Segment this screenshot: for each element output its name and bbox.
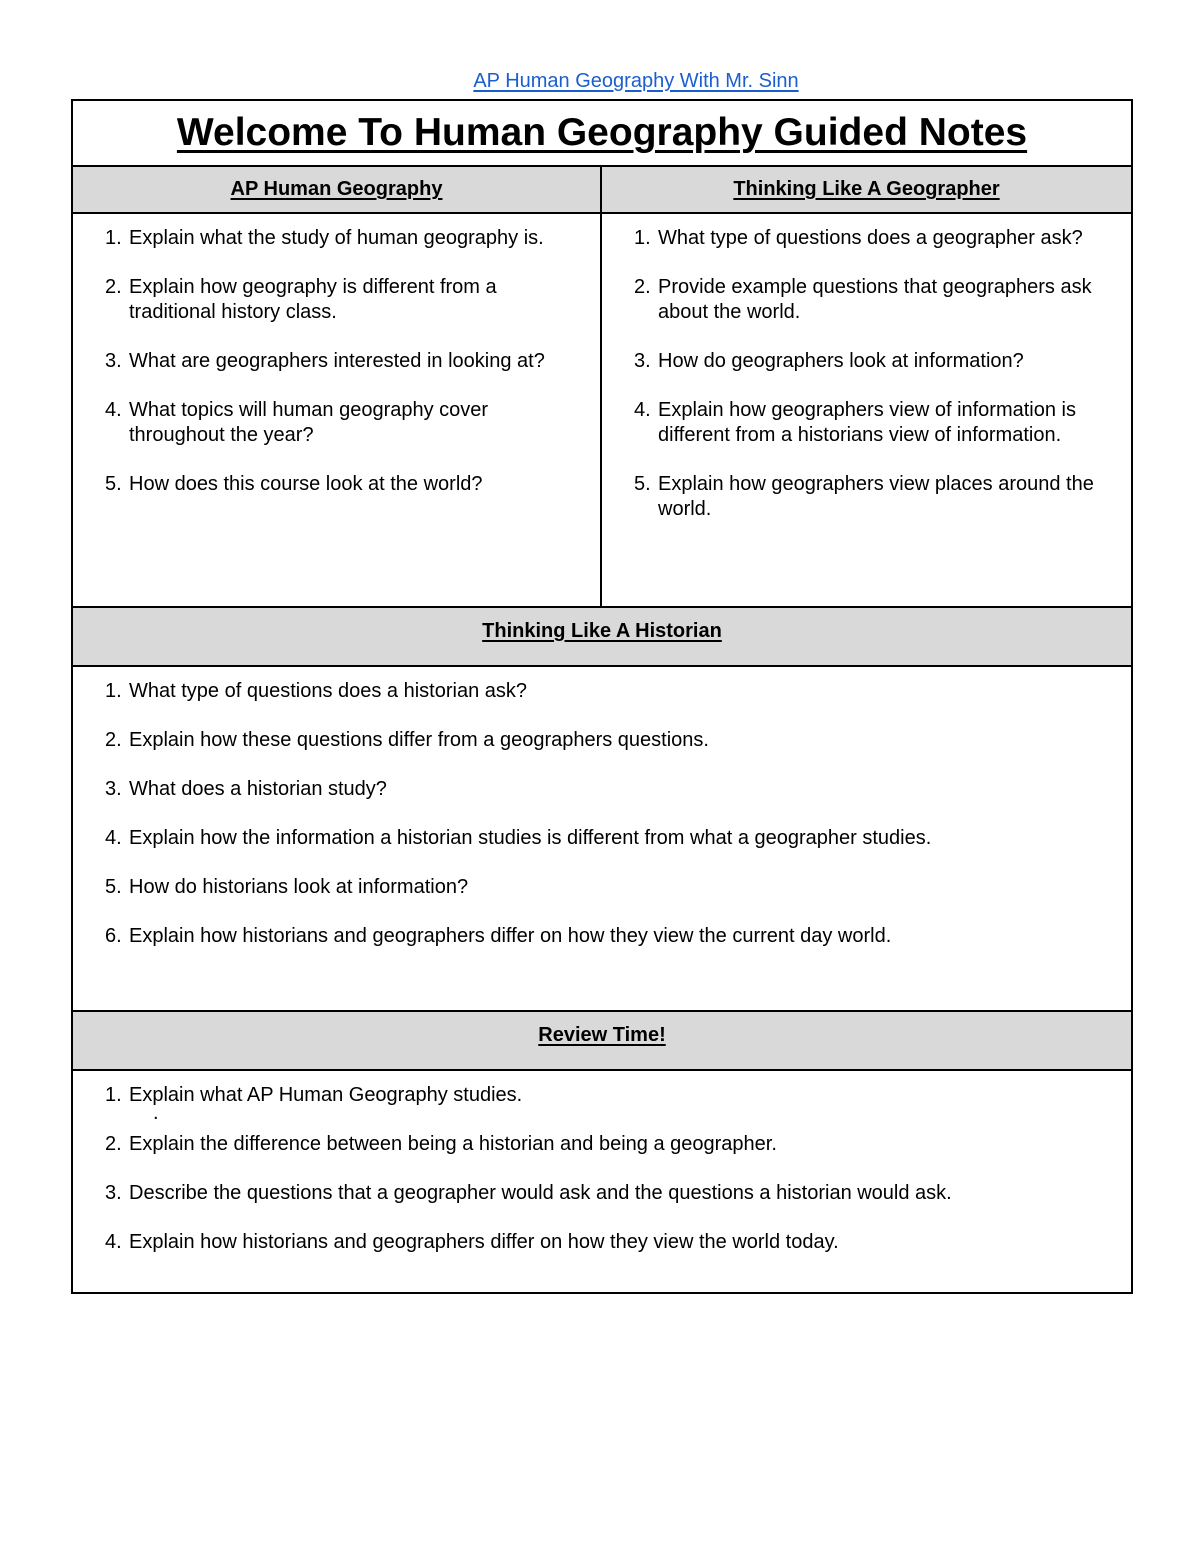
question-number <box>73 826 129 851</box>
question-number <box>73 1132 129 1157</box>
question-number-text: 2. <box>105 1133 122 1155</box>
question-number <box>73 924 129 949</box>
question-number <box>73 472 129 497</box>
question-number-text: 1. <box>105 227 122 249</box>
question-number <box>602 226 658 251</box>
question-text: How do historians look at information? <box>129 876 469 898</box>
question-item <box>602 349 1131 374</box>
question-number <box>73 349 129 374</box>
question-text: Explain how geographers view places around the world. <box>658 473 1094 520</box>
question-number <box>73 275 129 325</box>
question-text: What type of questions does a geographer ask? <box>658 227 1083 249</box>
title-row <box>73 101 1131 167</box>
question-text: Explain how geography is different from a traditional history class. <box>129 276 497 323</box>
question-number-text: 4. <box>105 1231 122 1253</box>
question-number <box>73 1230 129 1255</box>
question-item <box>73 226 600 251</box>
review-time-questions <box>73 1071 1131 1292</box>
question-item <box>73 472 600 497</box>
question-text: Explain what AP Human Geography studies. <box>129 1084 523 1106</box>
question-item <box>73 679 1131 704</box>
question-number-text: 3. <box>105 1182 122 1204</box>
page-title: Welcome To Human Geography Guided Notes <box>176 111 1028 154</box>
question-item <box>602 472 1131 522</box>
question-number-text: 3. <box>105 350 122 372</box>
question-text: What does a historian study? <box>129 778 387 800</box>
review-time-heading: Review Time! <box>73 1010 1131 1071</box>
question-number-text: 4. <box>105 399 122 421</box>
question-item <box>73 398 600 448</box>
question-number-text: 6. <box>105 925 122 947</box>
question-number-text: 5. <box>105 876 122 898</box>
question-item <box>602 398 1131 448</box>
question-number <box>73 1083 129 1108</box>
question-number <box>73 777 129 802</box>
question-text: Explain how historians and geographers differ on how they view the world today. <box>129 1231 839 1253</box>
question-list <box>73 679 1131 949</box>
question-text: What type of questions does a historian ask? <box>129 680 528 702</box>
question-number-text: 1. <box>634 227 651 249</box>
two-column-section <box>73 167 1131 606</box>
question-number-text: 5. <box>634 473 651 495</box>
question-text: What are geographers interested in looking at? <box>129 350 545 372</box>
question-item <box>73 924 1131 949</box>
question-number <box>602 472 658 522</box>
question-number-text: 2. <box>105 729 122 751</box>
question-text: Explain how these questions differ from a geographers questions. <box>129 729 709 751</box>
question-number <box>602 349 658 374</box>
question-item <box>602 275 1131 325</box>
question-item <box>73 1083 1131 1108</box>
thinking-like-a-geographer-questions <box>602 214 1131 606</box>
stray-mark: . <box>153 1102 159 1124</box>
question-number <box>602 275 658 325</box>
question-number-text: 3. <box>634 350 651 372</box>
question-number-text: 4. <box>105 827 122 849</box>
question-text: How do geographers look at information? <box>658 350 1024 372</box>
question-number <box>73 875 129 900</box>
thinking-like-a-geographer-heading: Thinking Like A Geographer <box>602 167 1131 214</box>
question-number <box>73 728 129 753</box>
thinking-like-a-historian-questions <box>73 667 1131 1010</box>
question-item <box>73 1230 1131 1255</box>
question-number-text: 2. <box>634 276 651 298</box>
question-item <box>73 1181 1131 1206</box>
question-text: Explain how geographers view of information is different from a historians view of information. <box>658 399 1076 446</box>
question-text: Explain how historians and geographers differ on how they view the current day world. <box>129 925 892 947</box>
thinking-like-a-historian-heading: Thinking Like A Historian <box>73 606 1131 667</box>
question-item <box>602 226 1131 251</box>
question-text: What topics will human geography cover throughout the year? <box>129 399 489 446</box>
question-list <box>73 226 600 497</box>
course-header-link[interactable]: AP Human Geography With Mr. Sinn <box>473 70 799 92</box>
question-number-text: 4. <box>634 399 651 421</box>
question-list <box>602 226 1131 522</box>
question-number <box>73 1181 129 1206</box>
question-number <box>73 679 129 704</box>
guided-notes-table <box>71 99 1133 1294</box>
ap-human-geography-questions <box>73 214 600 606</box>
question-item <box>73 349 600 374</box>
question-number-text: 2. <box>105 276 122 298</box>
question-number <box>73 226 129 251</box>
thinking-like-a-geographer-column <box>602 167 1131 606</box>
question-text: Describe the questions that a geographer would ask and the questions a historian would ask. <box>129 1182 952 1204</box>
question-item <box>73 777 1131 802</box>
question-item <box>73 728 1131 753</box>
question-text: Explain what the study of human geography is. <box>129 227 544 249</box>
question-item <box>73 275 600 325</box>
ap-human-geography-column <box>73 167 602 606</box>
question-number-text: 1. <box>105 680 122 702</box>
ap-human-geography-heading: AP Human Geography <box>73 167 600 214</box>
question-item <box>73 875 1131 900</box>
question-item <box>73 1132 1131 1157</box>
question-item <box>73 826 1131 851</box>
question-number-text: 5. <box>105 473 122 495</box>
question-text: How does this course look at the world? <box>129 473 483 495</box>
question-text: Explain the difference between being a historian and being a geographer. <box>129 1133 777 1155</box>
question-number <box>73 398 129 448</box>
question-text: Explain how the information a historian studies is different from what a geographer studies. <box>129 827 932 849</box>
question-number-text: 3. <box>105 778 122 800</box>
question-text: Provide example questions that geographers ask about the world. <box>658 276 1092 323</box>
question-number-text: 1. <box>105 1084 122 1106</box>
question-list <box>73 1083 1131 1255</box>
question-number <box>602 398 658 448</box>
